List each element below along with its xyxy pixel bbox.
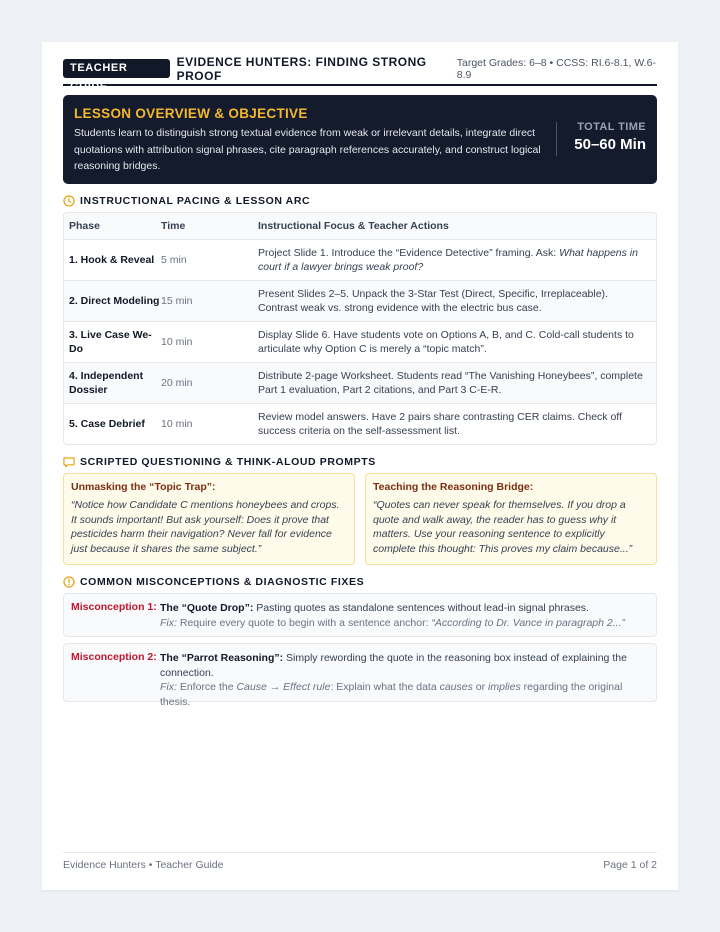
time-cell: 10 min	[161, 418, 193, 430]
misconceptions-section-title: COMMON MISCONCEPTIONS & DIAGNOSTIC FIXES	[80, 576, 365, 588]
table-row	[64, 362, 656, 403]
phase-cell: 2. Direct Modeling	[69, 295, 160, 307]
prompts-section-title: SCRIPTED QUESTIONING & THINK-ALOUD PROMPTS	[80, 456, 376, 468]
focus-text: Project Slide 1. Introduce the “Evidence Detective” framing. Ask:	[258, 246, 560, 259]
focus-cell	[258, 246, 656, 275]
column-header-time: Time	[161, 220, 186, 232]
page-number: Page 1 of 2	[603, 859, 657, 871]
column-header-focus: Instructional Focus & Teacher Actions	[258, 219, 449, 232]
focus-cell: Distribute 2-page Worksheet. Students read “The Vanishing Honeybees”, complete Part 1 evaluation, Part 2 citations, and Part 3 C-E-R.	[258, 369, 643, 396]
time-cell: 20 min	[161, 377, 193, 389]
phase-cell: 5. Case Debrief	[69, 418, 145, 430]
focus-cell: Display Slide 6. Have students vote on Options A, B, and C. Cold-call students to articulate why Option C is merely a “topic match”.	[258, 328, 634, 355]
speech-bubble-icon	[63, 456, 75, 468]
document-header	[63, 54, 657, 93]
misconception-card-2	[63, 643, 657, 708]
info-icon	[63, 576, 75, 588]
misconception-label: Misconception 2:	[71, 651, 157, 663]
prompt-card-text: “Notice how Candidate C mentions honeybees and crops. It sounds important! But ask yourself: Does it prove that pesticides harm their navigation? Never fall for evidence just because it shares the same subject.”	[71, 499, 340, 555]
prompt-card-topic-trap	[63, 473, 355, 565]
footer-title: Evidence Hunters • Teacher Guide	[63, 859, 224, 871]
time-cell: 15 min	[161, 295, 193, 307]
prompt-card-text: “Quotes can never speak for themselves. If you drop a quote and walk away, the reader has to guess why it matters. Use your reasoning sentence to explicitly complete this thought: This proves my claim because...”	[373, 499, 633, 555]
focus-question: What happens in court if a lawyer brings weak proof?	[258, 246, 638, 273]
table-row	[64, 239, 656, 280]
grade-standards-meta: Target Grades: 6–8 • CCSS: RI.6-8.1, W.6-8.9	[456, 56, 656, 81]
overview-text: Students learn to distinguish strong textual evidence from weak or irrelevant details, integrate direct quotations with attribution signal phrases, cite paragraph references accurately, and construct logical reasoning bridges.	[74, 127, 541, 172]
page-footer	[63, 852, 657, 871]
focus-cell: Review model answers. Have 2 pairs share contrasting CER claims. Check off success criteria on the self-assessment list.	[258, 410, 622, 437]
fix-text: Enforce the	[176, 681, 237, 693]
column-header-phase: Phase	[69, 220, 100, 232]
teacher-guide-tag: TEACHER GUIDE	[63, 59, 170, 78]
fix-rule: Cause → Effect rule	[236, 681, 331, 693]
fix-keyword: implies	[488, 681, 521, 693]
table-row	[64, 280, 656, 321]
table-row	[64, 403, 656, 444]
pacing-section-title: INSTRUCTIONAL PACING & LESSON ARC	[80, 195, 311, 207]
document-page	[42, 42, 678, 890]
fix-label: Fix:	[160, 681, 177, 693]
focus-cell: Present Slides 2–5. Unpack the 3-Star Test (Direct, Specific, Irreplaceable). Contrast weak vs. strong evidence with the electric bus case.	[258, 287, 608, 314]
misconception-description	[160, 601, 648, 616]
table-row	[64, 321, 656, 362]
prompt-card-title: Teaching the Reasoning Bridge:	[373, 481, 534, 493]
lesson-overview-panel	[63, 95, 657, 184]
header-divider	[63, 84, 657, 86]
pacing-section-header	[63, 194, 657, 208]
time-cell: 5 min	[161, 254, 187, 266]
fix-example: “According to Dr. Vance in paragraph 2...”	[431, 616, 625, 629]
misconception-name: The “Quote Drop”:	[160, 602, 254, 614]
clock-icon	[63, 195, 75, 207]
lesson-title: EVIDENCE HUNTERS: FINDING STRONG PROOF	[176, 54, 427, 83]
fix-text: or	[472, 681, 489, 693]
time-cell: 10 min	[161, 336, 193, 348]
misconception-desc: Pasting quotes as standalone sentences without lead-in signal phrases.	[253, 602, 589, 614]
misconception-description	[160, 651, 648, 680]
misconception-desc: Simply rewording the quote in the reasoning box instead of explaining the connection.	[160, 652, 627, 679]
misconception-card-1	[63, 593, 657, 637]
fix-keyword: causes	[439, 681, 473, 693]
misconception-label: Misconception 1:	[71, 601, 157, 613]
phase-cell: 4. Independent Dossier	[69, 370, 144, 396]
total-time-value: 50–60 Min	[574, 136, 646, 153]
misconceptions-section-header	[63, 575, 657, 589]
fix-text: : Explain what the data	[330, 681, 440, 693]
misconception-name: The “Parrot Reasoning”:	[160, 652, 284, 664]
prompt-card-reasoning-bridge	[365, 473, 657, 565]
prompts-section-header	[63, 455, 657, 469]
total-time-label: TOTAL TIME	[577, 121, 646, 133]
phase-cell: 1. Hook & Reveal	[69, 254, 155, 266]
fix-label: Fix:	[160, 616, 177, 629]
fix-text: regarding the original thesis.	[160, 681, 623, 708]
prompt-card-title: Unmasking the “Topic Trap”:	[71, 481, 216, 493]
misconception-fix	[160, 680, 648, 709]
fix-text: Require every quote to begin with a sentence anchor:	[176, 616, 432, 629]
overview-title: LESSON OVERVIEW & OBJECTIVE	[74, 106, 308, 121]
table-header-row	[64, 213, 656, 239]
prompts-row	[63, 473, 657, 565]
pacing-table	[63, 212, 657, 445]
phase-cell: 3. Live Case We-Do	[69, 329, 152, 355]
misconception-fix	[160, 616, 648, 631]
